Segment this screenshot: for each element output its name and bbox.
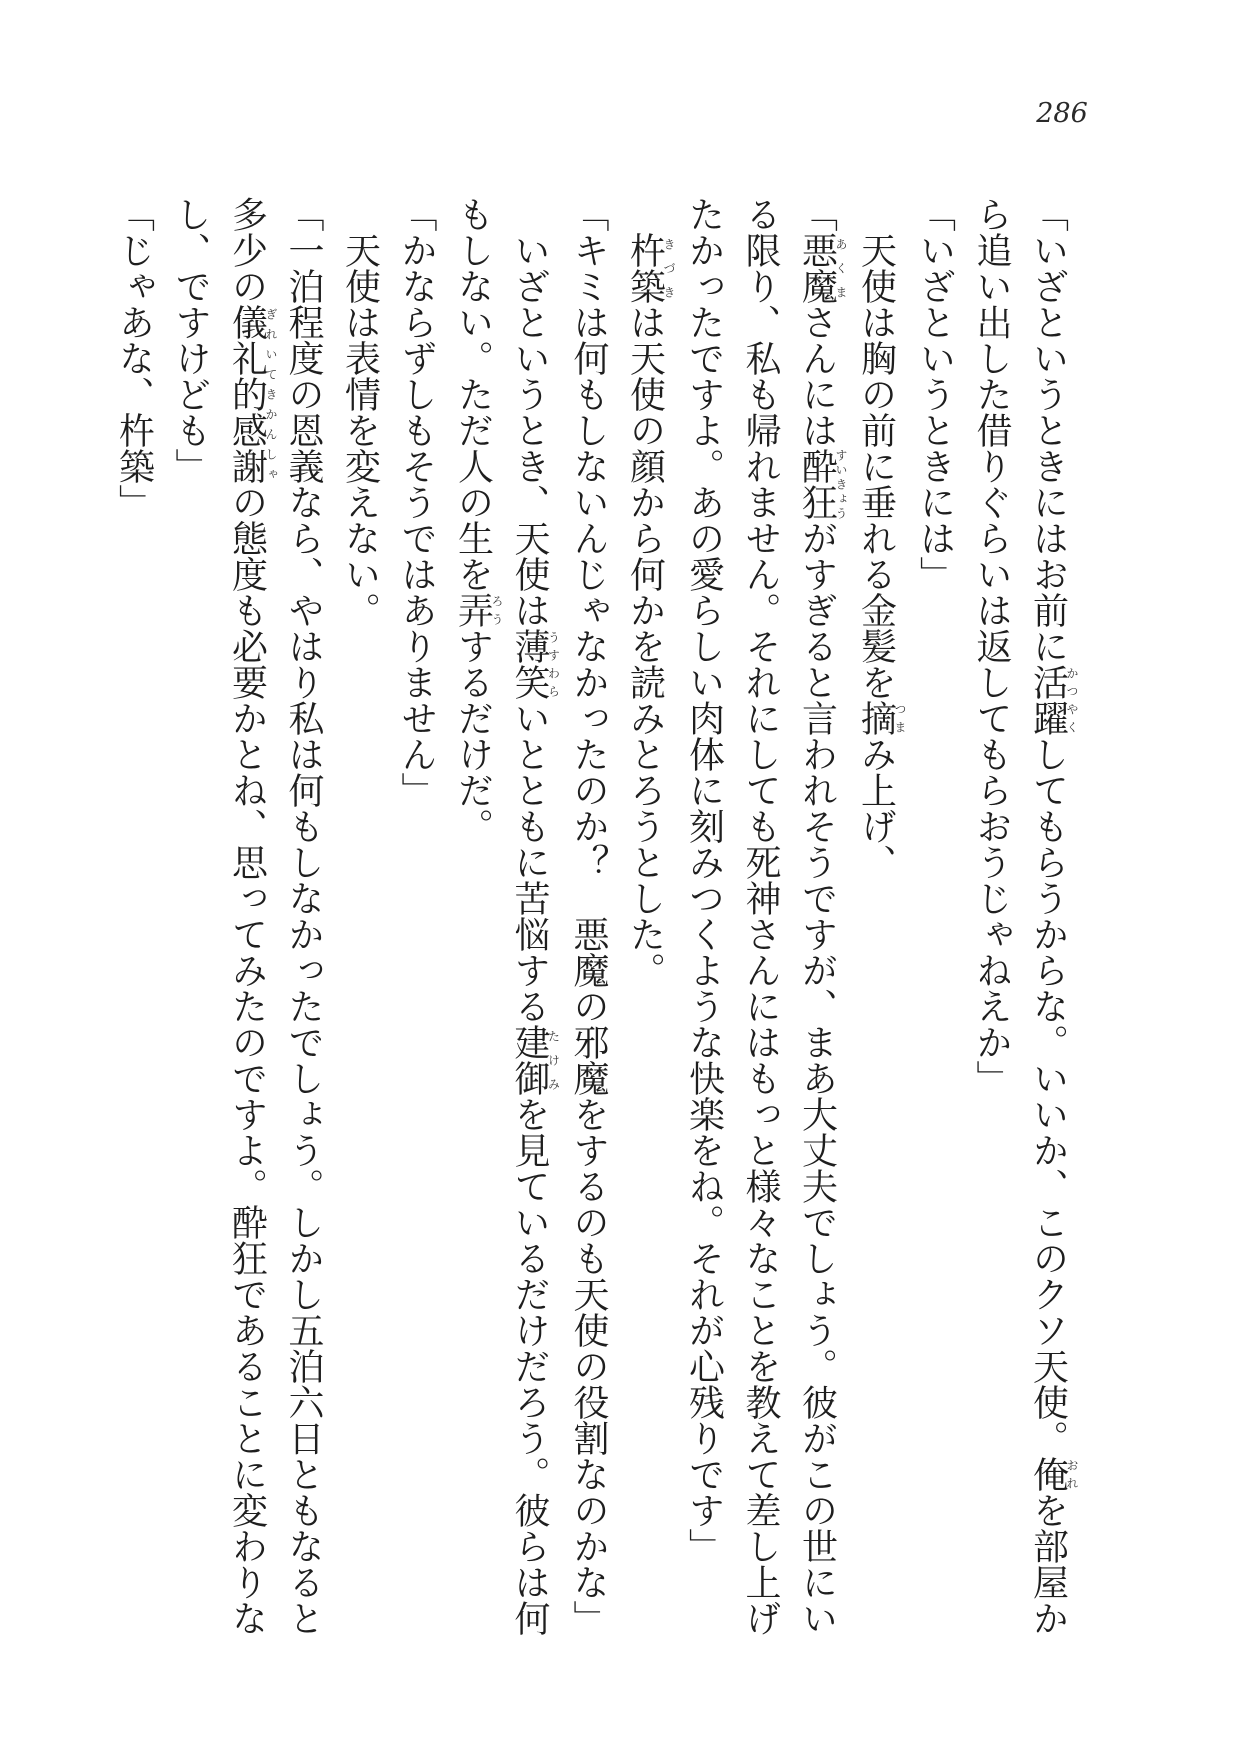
ruby-base: 儀礼的感謝 bbox=[226, 304, 268, 484]
paragraph bbox=[616, 196, 675, 1646]
text-run: を部屋から追い出した借りぐらいは返してもらおうじゃねえか」 bbox=[971, 196, 1069, 1636]
page-number: 286 bbox=[1036, 98, 1088, 129]
ruby-reading: ぎれいてきかんしゃ bbox=[264, 304, 278, 484]
text-run: 「 bbox=[796, 196, 838, 232]
text-run: 天使は表情を変えない。 bbox=[339, 232, 381, 628]
ruby-reading: たけみ bbox=[546, 1024, 561, 1096]
text-run: するだけだ。 bbox=[452, 628, 494, 844]
paragraph bbox=[963, 196, 1079, 1646]
ruby-annotation bbox=[855, 700, 907, 736]
text-run: 「一泊程度の恩義なら、やはり私は何もしなかったでしょう。しかし五泊六日ともなると多少の bbox=[226, 196, 324, 1636]
text-run: 「いざというときにはお前に bbox=[1027, 196, 1069, 664]
ruby-base: 弄 bbox=[452, 592, 494, 628]
text-run: 天使は胸の前に垂れる金髪を bbox=[855, 232, 897, 700]
ruby-reading: きづき bbox=[662, 232, 676, 304]
paragraph bbox=[847, 196, 906, 1646]
ruby-base: 薄笑 bbox=[509, 628, 550, 700]
vertical-text-body bbox=[113, 196, 1079, 1646]
ruby-base: 摘 bbox=[855, 700, 897, 736]
text-run: を見ているだけだろう。彼らは何もしない。ただ人の生を bbox=[452, 196, 550, 1636]
ruby-annotation bbox=[1027, 664, 1079, 736]
paragraph bbox=[444, 196, 560, 1646]
text-run: してもらうからな。いいか、このクソ天使。 bbox=[1027, 736, 1069, 1456]
text-run: 「じゃあな、杵築」 bbox=[113, 196, 155, 520]
paragraph bbox=[388, 196, 445, 1646]
ruby-base: 酔狂 bbox=[796, 448, 838, 520]
ruby-base: 活躍 bbox=[1027, 664, 1069, 736]
text-run: いとともに苦悩する bbox=[509, 700, 550, 1024]
ruby-annotation bbox=[509, 628, 561, 700]
ruby-reading: つま bbox=[893, 700, 907, 736]
paragraph bbox=[162, 196, 332, 1646]
ruby-annotation bbox=[226, 304, 278, 484]
ruby-base: 俺 bbox=[1027, 1456, 1069, 1492]
text-run: さんには bbox=[796, 304, 838, 448]
text-run: 「キミは何もしないんじゃなかったのか？ 悪魔の邪魔をするのも天使の役割なのかな」 bbox=[568, 196, 609, 1636]
paragraph bbox=[906, 196, 963, 1646]
text-run: がすぎると言われそうですが、まあ大丈夫でしょう。彼がこの世にいる限り、私も帰れません。それにしても死神さんにはもっと様々なことを教えて差し上げたかったですよ。あの愛らしい肉体に刻みつくような快楽をね。それが心残りです」 bbox=[683, 196, 838, 1636]
text-run: み上げ、 bbox=[855, 736, 897, 880]
ruby-reading: おれ bbox=[1065, 1456, 1079, 1492]
ruby-reading: かつやく bbox=[1065, 664, 1079, 736]
paragraph bbox=[560, 196, 617, 1646]
ruby-annotation bbox=[509, 1024, 561, 1096]
ruby-base: 悪魔 bbox=[796, 232, 838, 304]
ruby-reading: うすわら bbox=[546, 628, 561, 700]
ruby-annotation bbox=[796, 448, 848, 520]
ruby-annotation bbox=[796, 232, 848, 304]
ruby-reading: すいきょう bbox=[834, 448, 848, 520]
ruby-base: 建御 bbox=[509, 1024, 550, 1096]
text-run: は天使の顔から何かを読みとろうとした。 bbox=[624, 304, 666, 988]
ruby-reading: あくま bbox=[834, 232, 848, 304]
text-run: いざというとき、天使は bbox=[509, 232, 550, 628]
ruby-annotation bbox=[624, 232, 676, 304]
ruby-annotation bbox=[452, 592, 504, 628]
paragraph bbox=[675, 196, 847, 1646]
text-run: 「かならずしもそうではありません」 bbox=[396, 196, 437, 808]
text-run: の態度も必要かとね、思ってみたのですよ。酔狂であることに変わりなし、ですけども」 bbox=[170, 196, 268, 1636]
paragraph bbox=[331, 196, 388, 1646]
paragraph bbox=[105, 196, 162, 1646]
ruby-annotation bbox=[1027, 1456, 1079, 1492]
ruby-reading: ろう bbox=[490, 592, 504, 628]
text-run: 「いざというときには」 bbox=[914, 196, 956, 592]
ruby-base: 杵築 bbox=[624, 232, 666, 304]
